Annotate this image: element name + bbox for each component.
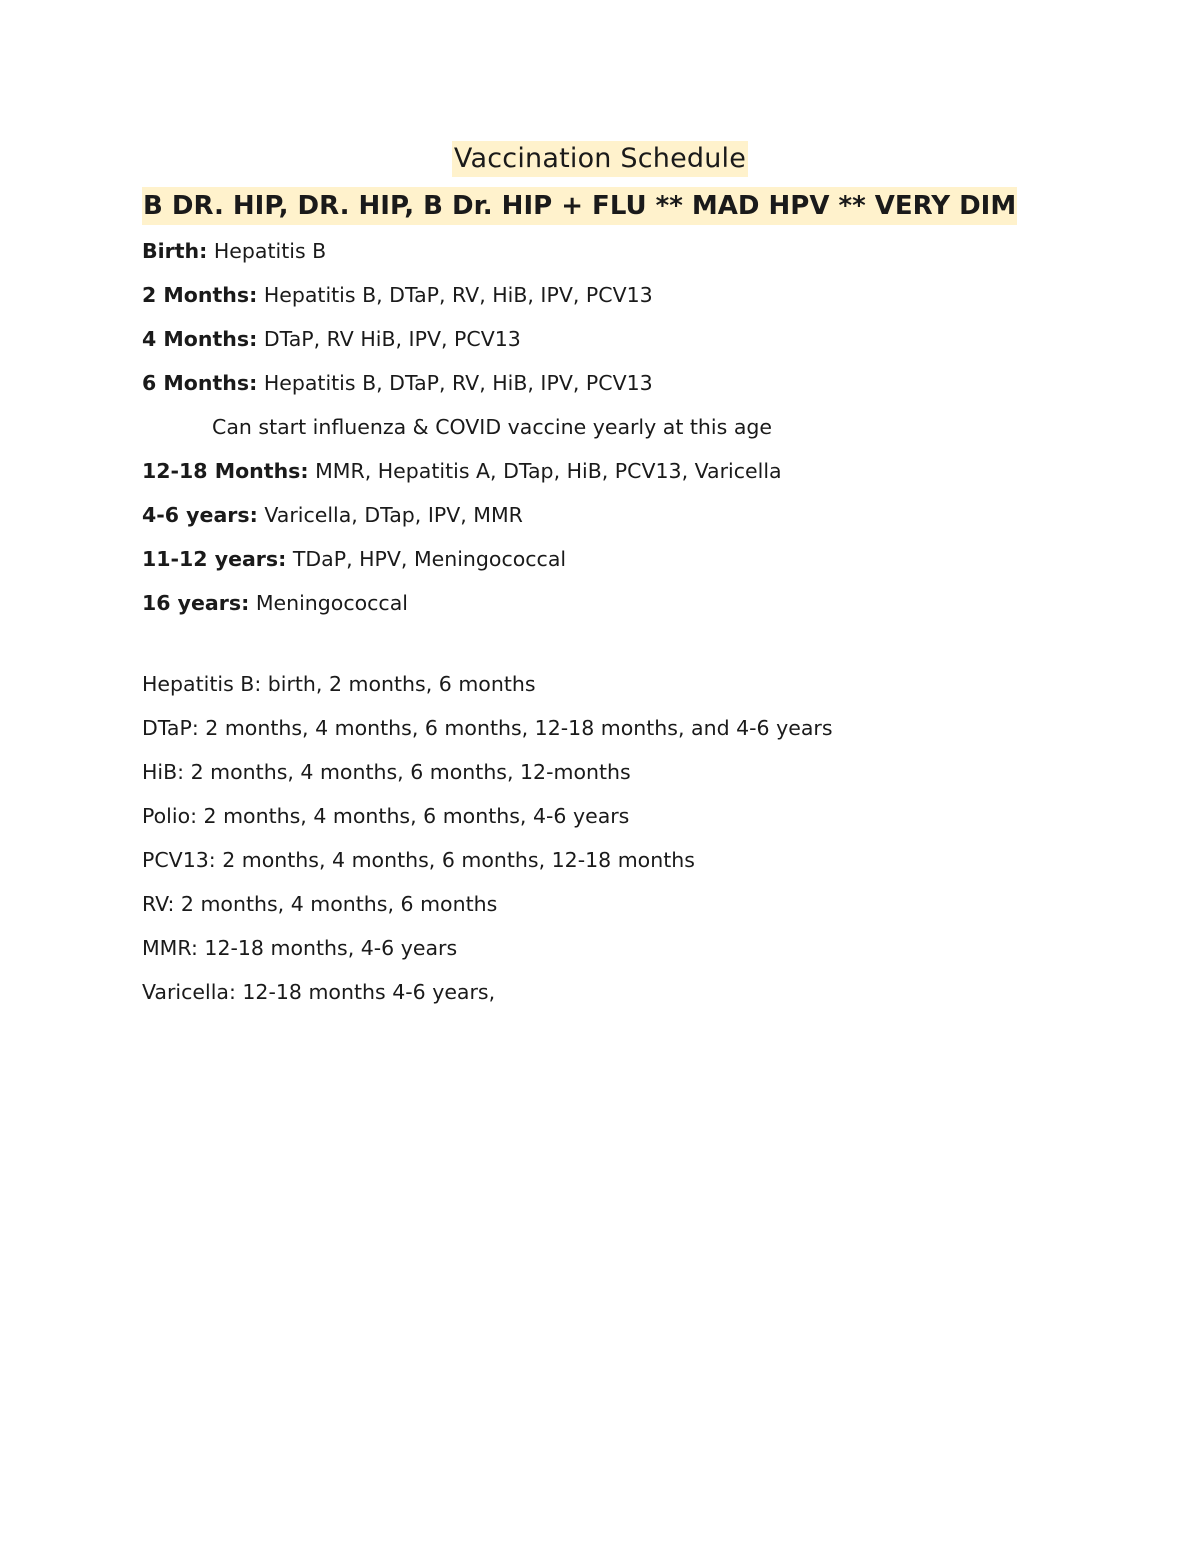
schedule-age: 16 years:	[142, 591, 250, 615]
summary-item-hepatitis-b: Hepatitis B: birth, 2 months, 6 months	[142, 672, 536, 696]
schedule-vaccines: MMR, Hepatitis A, DTap, HiB, PCV13, Varicella	[315, 459, 782, 483]
title-container	[0, 141, 1200, 177]
schedule-item	[142, 229, 1142, 273]
schedule-item	[142, 581, 1142, 625]
summary-item-varicella: Varicella: 12-18 months 4-6 years,	[142, 980, 496, 1004]
schedule-vaccines: Hepatitis B	[213, 239, 327, 263]
schedule-age: Birth:	[142, 239, 208, 263]
schedule-age: 12-18 Months:	[142, 459, 309, 483]
summary-item-hib: HiB: 2 months, 4 months, 6 months, 12-months	[142, 760, 631, 784]
schedule-age: 11-12 years:	[142, 547, 287, 571]
schedule-vaccines: DTaP, RV HiB, IPV, PCV13	[263, 327, 521, 351]
schedule-age: 6 Months:	[142, 371, 258, 395]
mnemonic-line: B DR. HIP, DR. HIP, B Dr. HIP + FLU ** MAD HPV ** VERY DIM	[142, 187, 1017, 225]
summary-item-dtap: DTaP: 2 months, 4 months, 6 months, 12-18 months, and 4-6 years	[142, 716, 833, 740]
schedule-age: 2 Months:	[142, 283, 258, 307]
schedule-age: 4 Months:	[142, 327, 258, 351]
schedule-item	[142, 493, 1142, 537]
schedule-item	[142, 361, 1142, 405]
schedule-vaccines: Varicella, DTap, IPV, MMR	[264, 503, 523, 527]
summary-item-rv: RV: 2 months, 4 months, 6 months	[142, 892, 498, 916]
schedule-vaccines: Hepatitis B, DTaP, RV, HiB, IPV, PCV13	[263, 283, 653, 307]
vaccine-summary-list	[142, 662, 1142, 1014]
schedule-age: 4-6 years:	[142, 503, 258, 527]
schedule-vaccines: Meningococcal	[255, 591, 408, 615]
summary-item-mmr: MMR: 12-18 months, 4-6 years	[142, 936, 458, 960]
schedule-item	[142, 273, 1142, 317]
schedule-item	[142, 449, 1142, 493]
schedule-vaccines: Hepatitis B, DTaP, RV, HiB, IPV, PCV13	[263, 371, 653, 395]
schedule-item	[142, 317, 1142, 361]
age-schedule-list	[142, 229, 1142, 625]
page-title: Vaccination Schedule	[452, 141, 748, 177]
schedule-item	[142, 537, 1142, 581]
schedule-vaccines: TDaP, HPV, Meningococcal	[292, 547, 567, 571]
schedule-note: Can start influenza & COVID vaccine yearly at this age	[212, 415, 773, 439]
summary-item-polio: Polio: 2 months, 4 months, 6 months, 4-6 years	[142, 804, 630, 828]
summary-item-pcv13: PCV13: 2 months, 4 months, 6 months, 12-18 months	[142, 848, 695, 872]
